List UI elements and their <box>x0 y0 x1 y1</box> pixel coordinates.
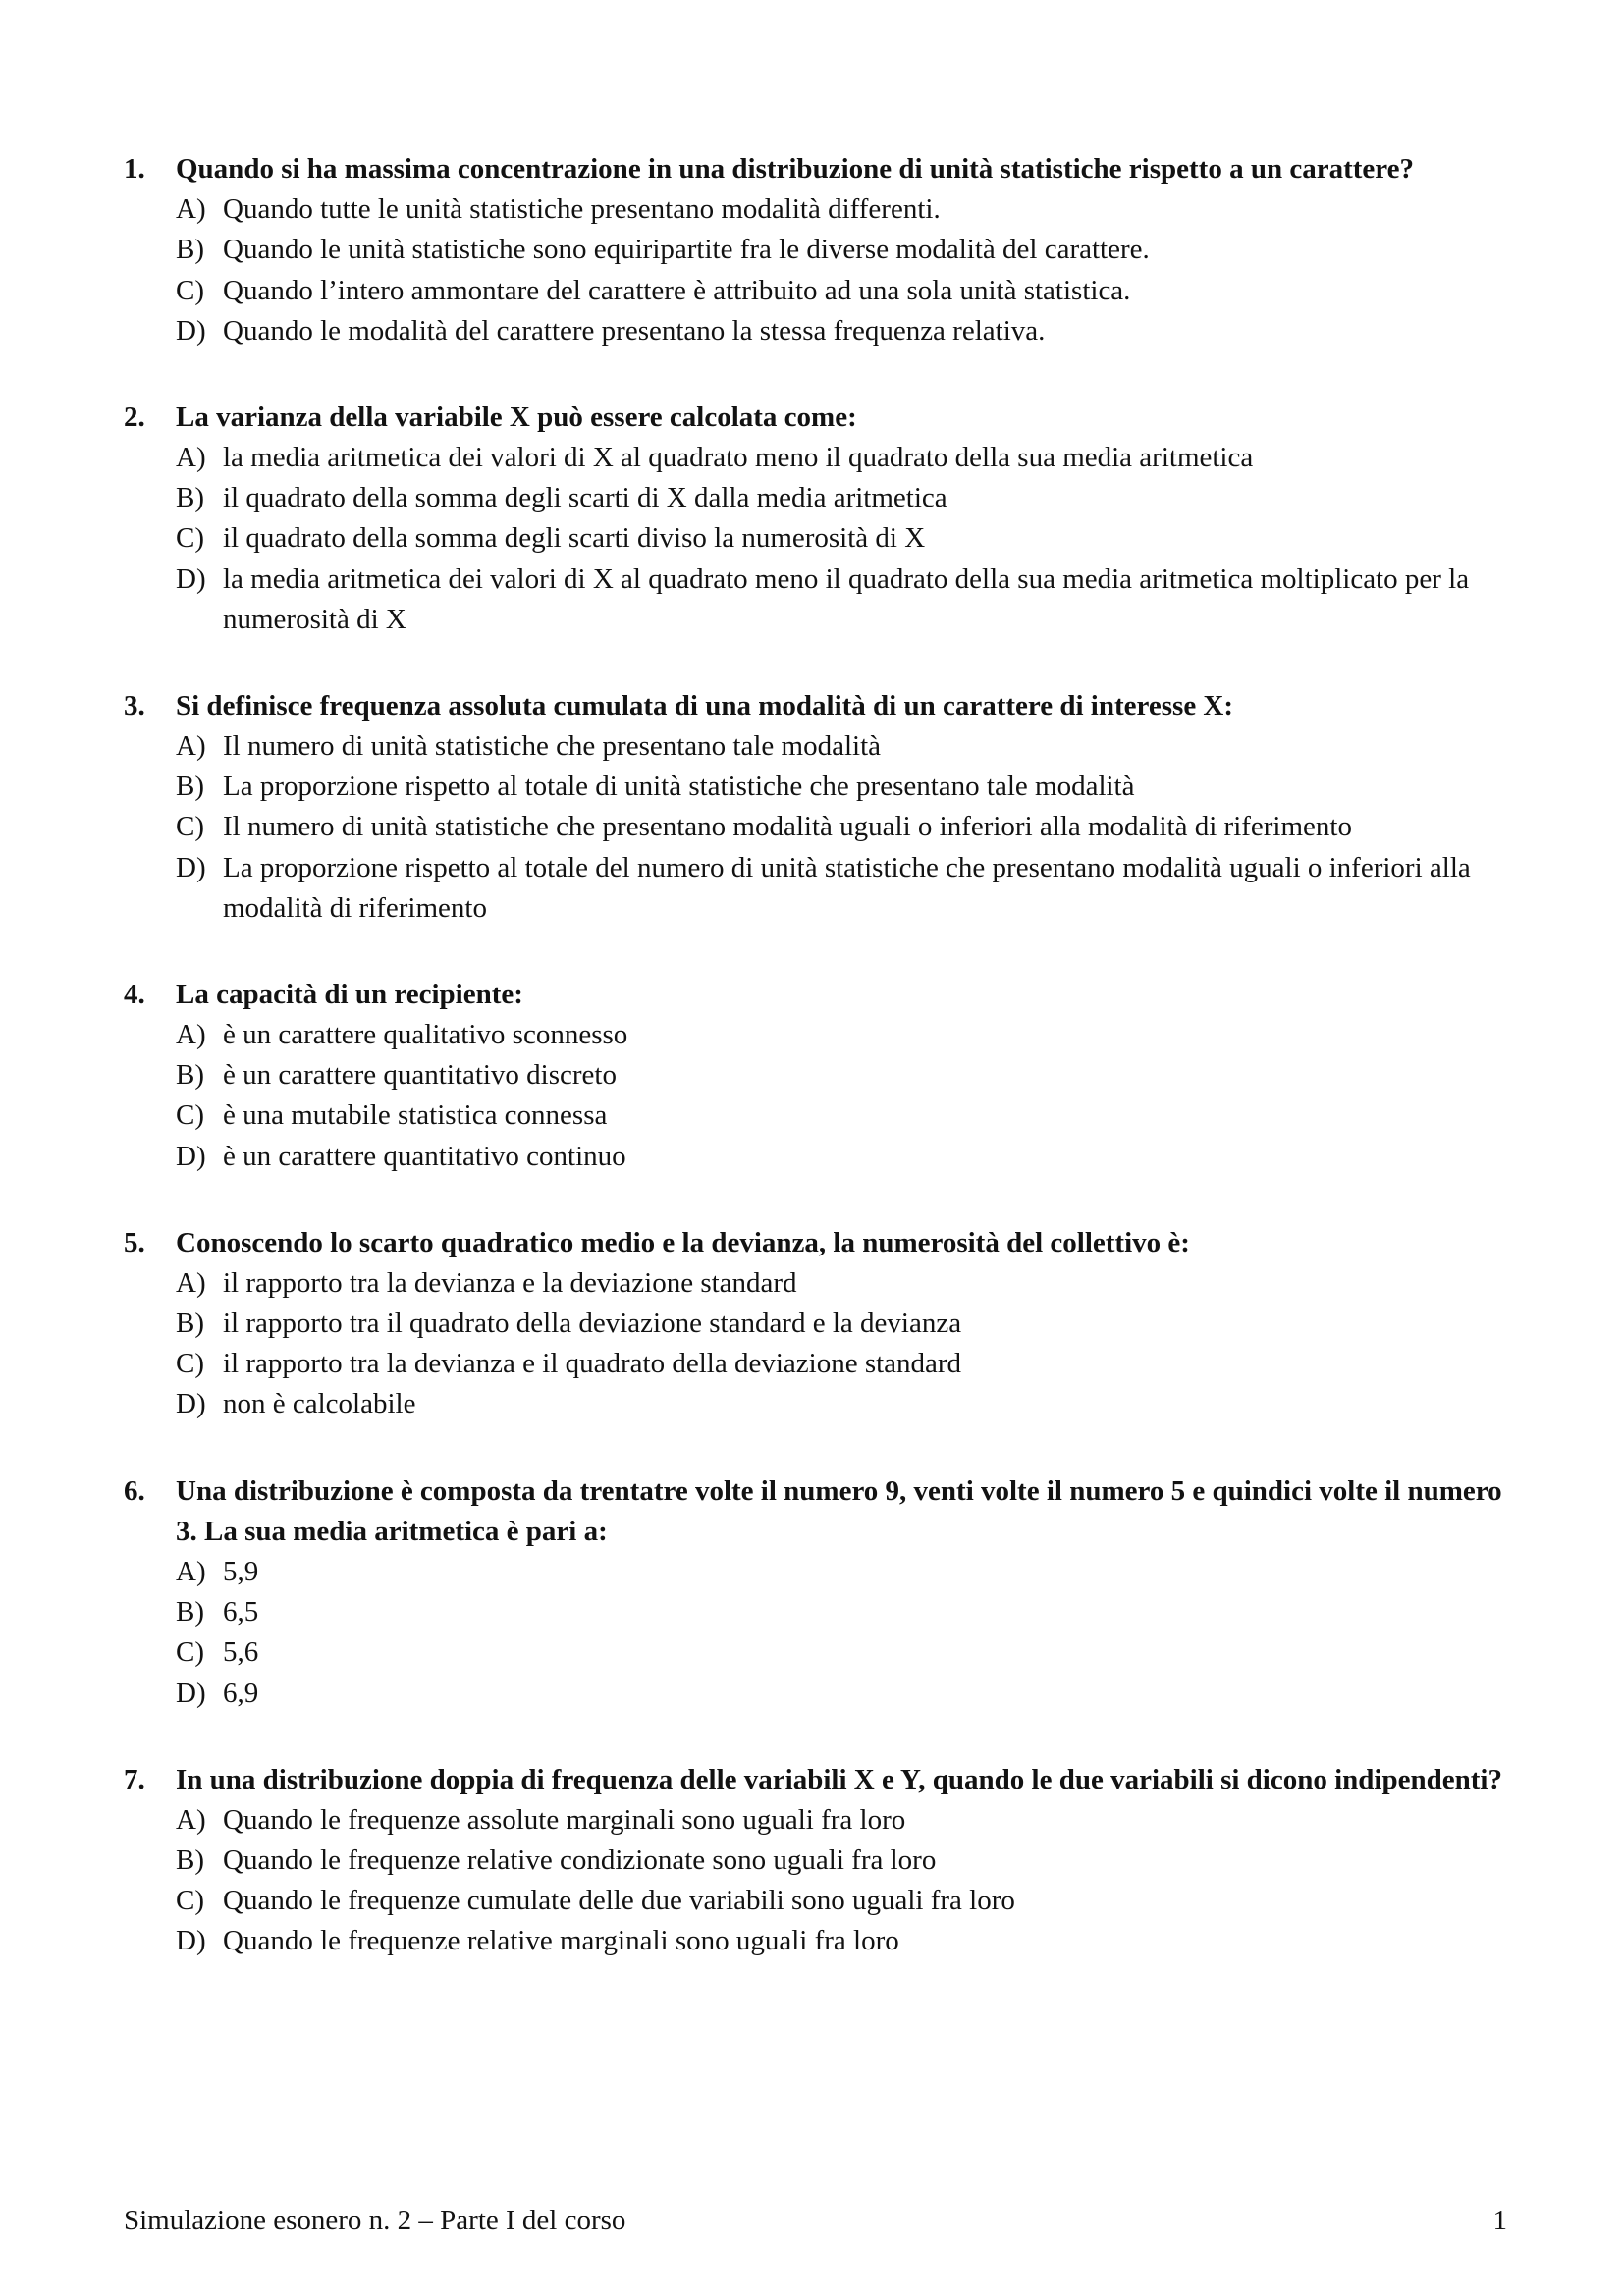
option-letter: C) <box>176 1099 204 1132</box>
option-letter: D) <box>176 1677 206 1709</box>
option-letter: C) <box>176 274 204 306</box>
question-text: Si definisce frequenza assoluta cumulata di una modalità di un carattere di interesse X: <box>176 689 1234 721</box>
option-letter: C) <box>176 522 204 555</box>
option-letter: A) <box>176 1555 206 1587</box>
question-header <box>124 975 1507 1015</box>
option-text: Quando le frequenze relative marginali sono uguali fra loro <box>223 1925 899 1957</box>
question-text: La varianza della variabile X può essere calcolata come: <box>176 400 857 433</box>
question-number: 6. <box>124 1474 145 1507</box>
option-text: il quadrato della somma degli scarti diviso la numerosità di X <box>223 522 926 555</box>
option-item <box>176 478 1507 518</box>
option-item <box>176 271 1507 311</box>
option-list <box>176 726 1507 929</box>
question-text: Una distribuzione è composta da trentatre volte il numero 9, venti volte il numero 5 e quindici volte il numero 3. La sua media aritmetica è pari a: <box>176 1474 1502 1547</box>
question-block <box>124 1760 1507 1962</box>
question-number: 7. <box>124 1763 145 1795</box>
option-text: Quando le modalità del carattere presentano la stessa frequenza relativa. <box>223 314 1046 347</box>
option-text: è una mutabile statistica connessa <box>223 1099 608 1132</box>
option-text: Quando le frequenze relative condizionate sono uguali fra loro <box>223 1844 937 1877</box>
option-text: Il numero di unità statistiche che presentano tale modalità <box>223 730 882 763</box>
option-letter: B) <box>176 482 204 514</box>
option-item <box>176 189 1507 230</box>
option-list <box>176 189 1507 351</box>
option-letter: D) <box>176 562 206 595</box>
question-header <box>124 1223 1507 1263</box>
option-text: la media aritmetica dei valori di X al quadrato meno il quadrato della sua media aritmetica <box>223 442 1254 474</box>
option-item <box>176 767 1507 807</box>
option-item <box>176 1015 1507 1055</box>
question-block <box>124 1223 1507 1425</box>
question-number: 3. <box>124 689 145 721</box>
option-text: 5,9 <box>223 1555 259 1587</box>
option-letter: B) <box>176 1596 204 1629</box>
option-text: è un carattere qualitativo sconnesso <box>223 1019 628 1051</box>
option-item <box>176 848 1507 929</box>
option-text: è un carattere quantitativo discreto <box>223 1059 617 1092</box>
option-text: Quando le unità statistiche sono equiripartite fra le diverse modalità del carattere. <box>223 234 1150 266</box>
option-text: Il numero di unità statistiche che presentano modalità uguali o inferiori alla modalità di riferimento <box>223 811 1352 843</box>
option-letter: A) <box>176 193 206 226</box>
option-text: 6,9 <box>223 1677 259 1709</box>
question-header <box>124 1760 1507 1800</box>
option-item <box>176 1632 1507 1673</box>
option-text: Quando l’intero ammontare del carattere è attribuito ad una sola unità statistica. <box>223 274 1131 306</box>
option-letter: D) <box>176 1925 206 1957</box>
option-item <box>176 518 1507 559</box>
option-letter: C) <box>176 1636 204 1669</box>
option-item <box>176 1263 1507 1304</box>
question-header <box>124 398 1507 438</box>
option-item <box>176 1841 1507 1881</box>
option-item <box>176 230 1507 270</box>
question-block <box>124 398 1507 640</box>
option-letter: A) <box>176 1266 206 1299</box>
option-item <box>176 311 1507 351</box>
question-header <box>124 686 1507 726</box>
option-item <box>176 1344 1507 1384</box>
option-text: Quando tutte le unità statistiche presentano modalità differenti. <box>223 193 941 226</box>
option-list <box>176 1800 1507 1962</box>
option-item <box>176 1552 1507 1592</box>
option-item <box>176 1384 1507 1424</box>
option-list <box>176 1015 1507 1177</box>
footer-title: Simulazione esonero n. 2 – Parte I del corso <box>124 2204 626 2236</box>
question-text: Quando si ha massima concentrazione in una distribuzione di unità statistiche rispetto a un carattere? <box>176 153 1414 185</box>
option-item <box>176 438 1507 478</box>
option-item <box>176 1592 1507 1632</box>
option-letter: B) <box>176 1308 204 1340</box>
question-text: La capacità di un recipiente: <box>176 978 523 1010</box>
question-header <box>124 149 1507 189</box>
option-item <box>176 1095 1507 1136</box>
page-footer <box>124 2201 1507 2241</box>
option-letter: B) <box>176 234 204 266</box>
option-letter: A) <box>176 1019 206 1051</box>
option-letter: D) <box>176 1388 206 1420</box>
option-text: 5,6 <box>223 1636 259 1669</box>
option-text: La proporzione rispetto al totale del numero di unità statistiche che presentano modalità uguali o inferiori alla modalità di riferimento <box>223 851 1471 924</box>
option-text: Quando le frequenze assolute marginali sono uguali fra loro <box>223 1803 906 1836</box>
question-number: 4. <box>124 978 145 1010</box>
option-item <box>176 1800 1507 1841</box>
question-header <box>124 1471 1507 1552</box>
option-item <box>176 726 1507 767</box>
option-text: il rapporto tra la devianza e la deviazione standard <box>223 1266 797 1299</box>
option-text: La proporzione rispetto al totale di unità statistiche che presentano tale modalità <box>223 771 1135 803</box>
option-letter: D) <box>176 1140 206 1172</box>
page-number: 1 <box>1492 2204 1507 2236</box>
option-letter: B) <box>176 771 204 803</box>
option-item <box>176 1137 1507 1177</box>
question-block <box>124 975 1507 1177</box>
option-item <box>176 1304 1507 1344</box>
question-number: 5. <box>124 1226 145 1258</box>
option-letter: A) <box>176 730 206 763</box>
option-text: è un carattere quantitativo continuo <box>223 1140 626 1172</box>
option-text: Quando le frequenze cumulate delle due variabili sono uguali fra loro <box>223 1885 1015 1917</box>
question-number: 1. <box>124 153 145 185</box>
option-list <box>176 1552 1507 1714</box>
option-item <box>176 1674 1507 1714</box>
question-block <box>124 149 1507 351</box>
option-list <box>176 438 1507 640</box>
option-item <box>176 1055 1507 1095</box>
option-letter: D) <box>176 851 206 883</box>
option-letter: C) <box>176 1348 204 1380</box>
question-block <box>124 686 1507 929</box>
option-text: la media aritmetica dei valori di X al quadrato meno il quadrato della sua media aritmetica moltiplicato per la numerosità di X <box>223 562 1470 635</box>
option-letter: A) <box>176 1803 206 1836</box>
option-text: il quadrato della somma degli scarti di X dalla media aritmetica <box>223 482 947 514</box>
option-text: 6,5 <box>223 1596 259 1629</box>
question-block <box>124 1471 1507 1714</box>
option-text: il rapporto tra la devianza e il quadrato della deviazione standard <box>223 1348 962 1380</box>
option-item <box>176 1921 1507 1961</box>
question-number: 2. <box>124 400 145 433</box>
option-letter: C) <box>176 811 204 843</box>
option-text: il rapporto tra il quadrato della deviazione standard e la devianza <box>223 1308 962 1340</box>
option-text: non è calcolabile <box>223 1388 416 1420</box>
option-item <box>176 560 1507 640</box>
question-text: In una distribuzione doppia di frequenza delle variabili X e Y, quando le due variabili si dicono indipendenti? <box>176 1763 1502 1795</box>
option-item <box>176 1881 1507 1921</box>
option-letter: A) <box>176 442 206 474</box>
option-letter: B) <box>176 1844 204 1877</box>
option-letter: C) <box>176 1885 204 1917</box>
question-text: Conoscendo lo scarto quadratico medio e la devianza, la numerosità del collettivo è: <box>176 1226 1190 1258</box>
option-letter: D) <box>176 314 206 347</box>
option-list <box>176 1263 1507 1425</box>
option-item <box>176 807 1507 847</box>
option-letter: B) <box>176 1059 204 1092</box>
